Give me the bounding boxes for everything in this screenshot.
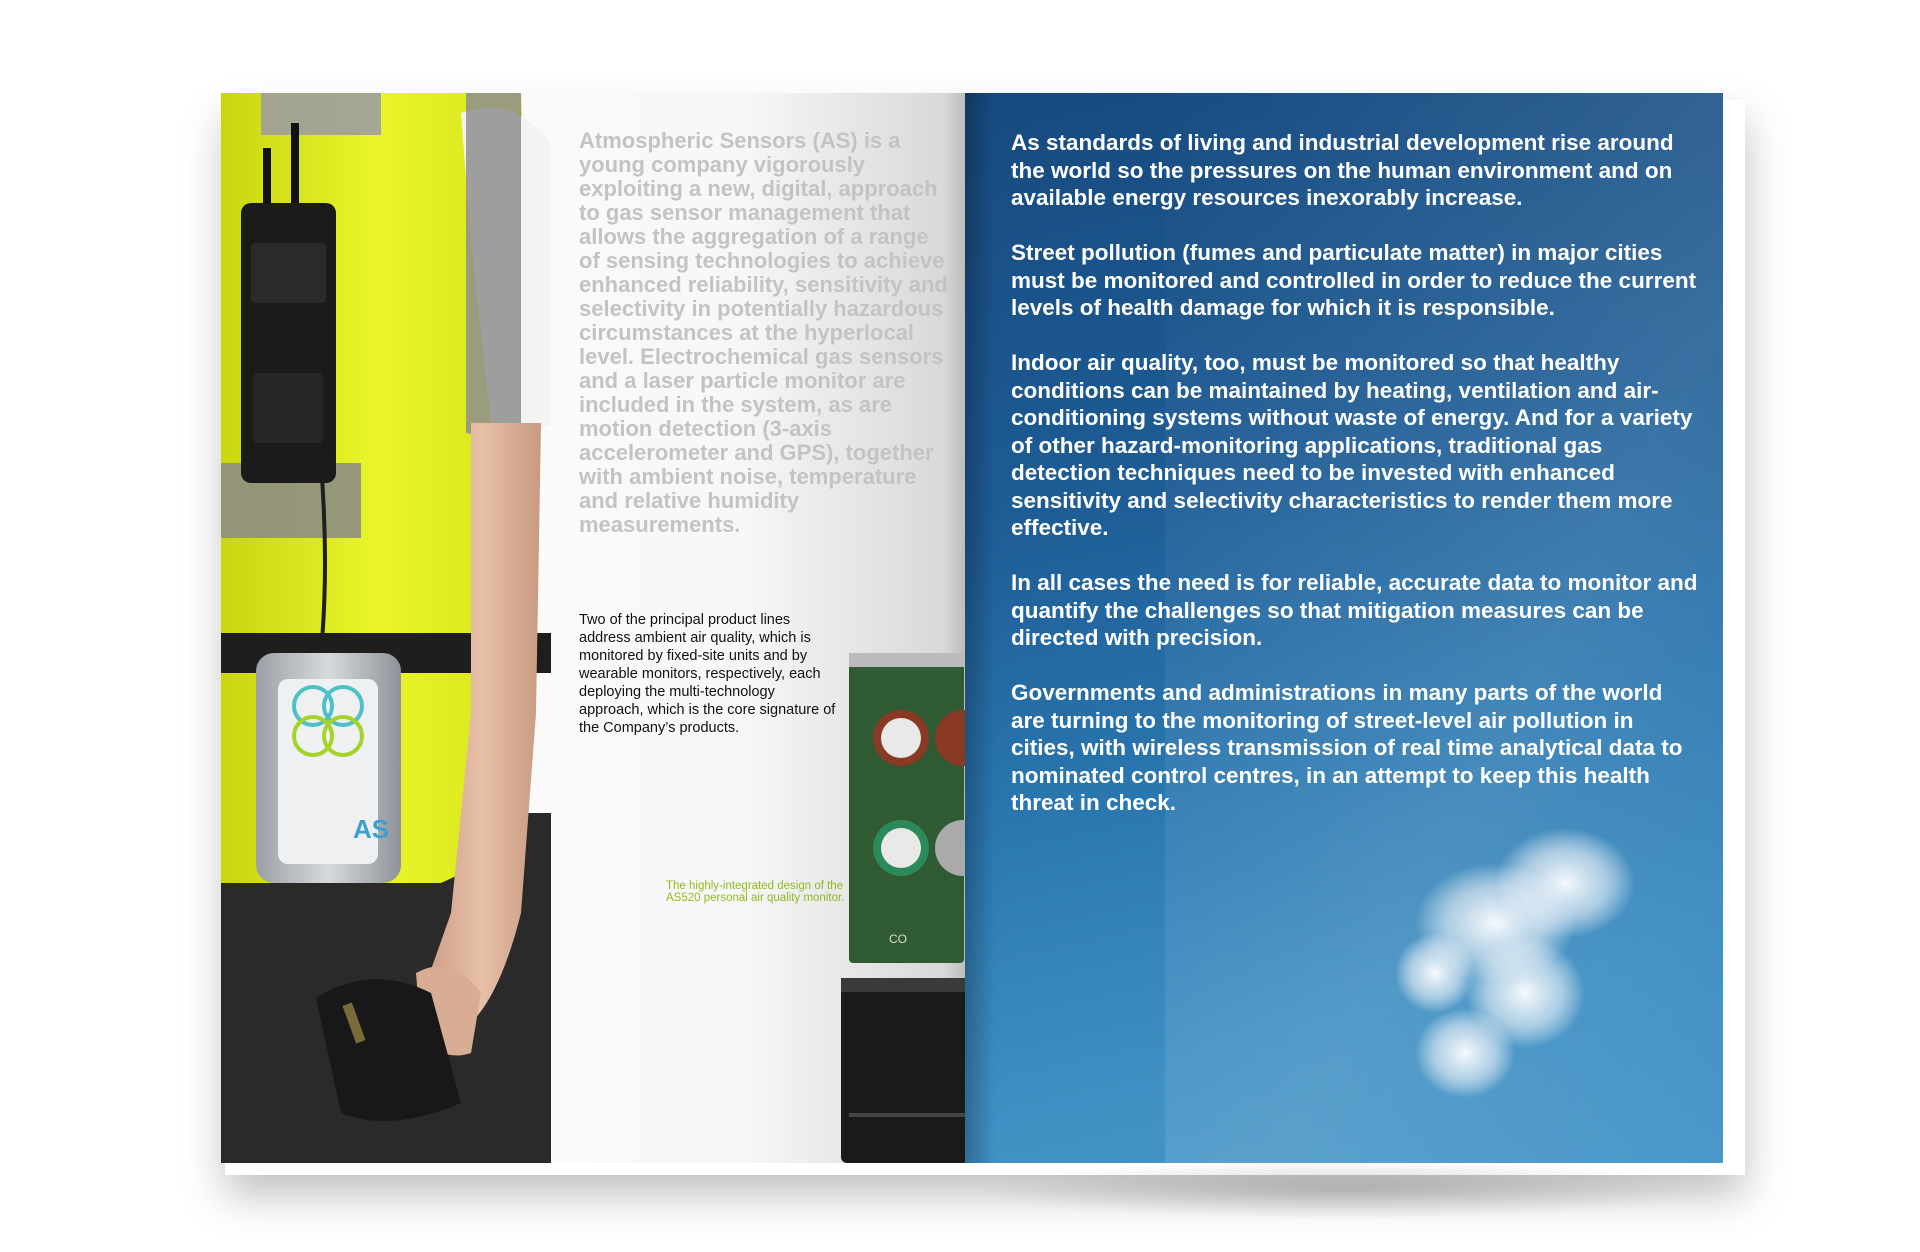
worker-vest-photo: [221, 93, 551, 1163]
paragraph-street-pollution: Street pollution (fumes and particulate matter) in major cities must be monitored and controlled in order to reduce the current levels of health damage for which it is responsible.: [1011, 240, 1697, 320]
right-page: [965, 93, 1723, 1163]
spine-shadow: [965, 93, 995, 1163]
photo-caption: The highly-integrated design of the AS520 personal air quality monitor.: [666, 880, 845, 904]
page-drop-shadow: [975, 1160, 1715, 1220]
device-brand-logo: AS: [353, 814, 390, 844]
paragraph-living-standards: As standards of living and industrial development rise around the world so the pressures on the human environment and on available energy resources inexorably increase.: [1011, 130, 1674, 210]
paragraph-reliable-data: In all cases the need is for reliable, accurate data to monitor and quantify the challenges so that mitigation measures can be directed with precision.: [1011, 570, 1698, 650]
board-co-label: CO: [889, 932, 907, 946]
company-intro-text: Atmospheric Sensors (AS) is a young company vigorously exploiting a new, digital, approach to gas sensor management that allows the aggregation of a range of sensing technologies to achieve enhanced reliability, sensitivity and selectivity in potentially hazardous circumstances at the hyperlocal level. Electrochemical gas sensors and a laser particle monitor are included in the system, as are motion detection (3-axis accelerometer and GPS), together with ambient noise, temperature and relative humidity measurements.: [579, 128, 948, 537]
sensor-board-photo: [841, 643, 965, 1163]
product-lines-text: Two of the principal product lines address ambient air quality, which is monitored by fixed-site units and by wearable monitors, respectively, each deploying the multi-technology approach, which is the core signature of the Company’s products.: [579, 612, 836, 736]
right-page-body: [1011, 129, 1701, 844]
left-page: [221, 93, 965, 1163]
paragraph-governments: Governments and administrations in many parts of the world are turning to the monitoring of street-level air pollution in cities, with wireless transmission of real time analytical data to nominated control centres, in an attempt to keep this health threat in check.: [1011, 680, 1683, 815]
paragraph-indoor-air: Indoor air quality, too, must be monitored so that healthy conditions can be maintained by heating, ventilation and air-conditioning systems without waste of energy. And for a variety of other hazard-monitoring applications, traditional gas detection techniques need to be invested with enhanced sensitivity and selectivity characteristics to render them more effective.: [1011, 350, 1693, 540]
